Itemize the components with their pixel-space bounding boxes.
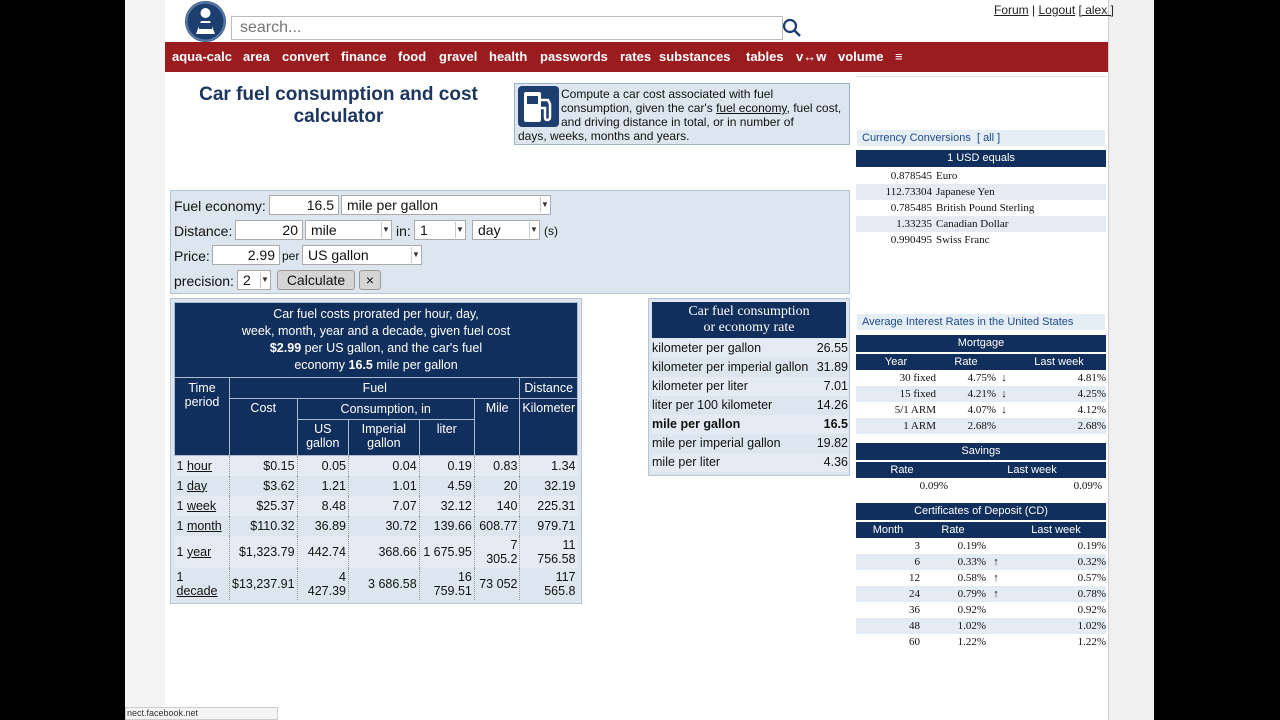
currency-row[interactable]	[856, 216, 1106, 232]
rate-value: 31.89	[816, 360, 848, 374]
cell-last: 4.25%	[1077, 388, 1106, 400]
column-header: Last week	[1031, 524, 1081, 536]
cell-arrow: ↓	[1001, 404, 1007, 416]
currency-row[interactable]	[856, 232, 1106, 248]
cell-liter: 0.19	[419, 456, 474, 476]
period-link[interactable]: month	[186, 518, 222, 533]
site-logo[interactable]	[185, 1, 226, 42]
cost-row	[175, 456, 578, 476]
cd-table	[856, 503, 1106, 650]
cell-km: 979.71	[520, 516, 578, 536]
table-header-row	[856, 462, 1106, 478]
currency-name: Euro	[936, 170, 958, 182]
period-link[interactable]: hour	[186, 458, 212, 473]
rate-value: 26.55	[816, 341, 848, 355]
rate-label: kilometer per gallon	[652, 341, 762, 355]
period-cell	[175, 568, 230, 600]
table-row	[856, 634, 1106, 650]
rate-label: mile per imperial gallon	[652, 436, 781, 450]
cell-mile: 73 052	[474, 568, 520, 600]
nav-rates[interactable]: rates	[620, 49, 652, 64]
rates-title: Car fuel consumption or economy rate	[652, 302, 846, 338]
cell-last: 0.92%	[1077, 604, 1106, 616]
currency-title	[857, 130, 1105, 146]
cell-cost: $3.62	[230, 476, 298, 496]
us-gallon-header: US gallon	[297, 420, 348, 456]
currency-all-link[interactable]: [ all ]	[976, 132, 1001, 144]
table-row	[856, 478, 1106, 494]
search-icon[interactable]	[782, 18, 802, 38]
in-label: in:	[396, 223, 411, 239]
top-links	[994, 3, 1114, 17]
imperial-gallon-header: Imperial gallon	[349, 420, 420, 456]
cell-cost: $13,237.91	[230, 568, 298, 600]
table-row	[856, 554, 1106, 570]
cell-rate: 1.22%	[957, 636, 986, 648]
fuel-economy-input[interactable]: 16.5	[269, 195, 339, 215]
cell-mile: 7 305.2	[474, 536, 520, 568]
cell-arrow: ↑	[993, 572, 999, 584]
distance-unit-select[interactable]: mile ▼	[305, 220, 392, 240]
cell-usg: 442.74	[297, 536, 348, 568]
cell-month: 60	[909, 636, 920, 648]
time-period-header: Time period	[175, 378, 230, 456]
main-nav	[165, 42, 1108, 72]
currency-link[interactable]: Currency Conversions	[862, 132, 971, 144]
cell-last: 0.19%	[1077, 540, 1106, 552]
rate-row	[652, 453, 848, 472]
table-row	[856, 586, 1106, 602]
cell-month: 36	[909, 604, 920, 616]
cell-cost: $0.15	[230, 456, 298, 476]
interest-title[interactable]: Average Interest Rates in the United States	[857, 314, 1105, 330]
currency-value: 1.33235	[896, 218, 932, 230]
page-title: Car fuel consumption and cost calculator	[199, 84, 478, 127]
rate-row	[652, 377, 848, 396]
fuel-economy-label: Fuel economy:	[174, 198, 266, 214]
mile-header: Mile	[474, 399, 520, 456]
period-cell	[175, 516, 230, 536]
cell-impg: 368.66	[349, 536, 420, 568]
fuel-pump-icon	[518, 86, 559, 127]
cell-last: 2.68%	[1077, 420, 1106, 432]
price-label: Price:	[174, 248, 210, 264]
nav-volume[interactable]: volume	[838, 49, 884, 64]
cell-km: 11 756.58	[520, 536, 578, 568]
cell-rate: 2.68%	[967, 420, 996, 432]
nav-finance[interactable]: finance	[341, 49, 387, 64]
cell-month: 3	[914, 540, 920, 552]
period-count: 1	[176, 544, 184, 559]
liter-header: liter	[419, 420, 474, 456]
nav-menu-icon[interactable]: ≡	[895, 49, 903, 64]
distance-label: Distance:	[174, 223, 233, 239]
chevron-down-icon: ▼	[455, 222, 464, 238]
distance-header: Distance	[520, 378, 578, 399]
cell-impg: 0.04	[349, 456, 420, 476]
currency-table	[856, 150, 1106, 248]
nav-substances[interactable]: substances	[659, 49, 731, 64]
nav-aqua-calc[interactable]: aqua-calc	[172, 49, 232, 64]
cell-month: 48	[909, 620, 920, 632]
nav-convert[interactable]: convert	[282, 49, 329, 64]
mortgage-head: Mortgage	[856, 335, 1106, 352]
period-link[interactable]: year	[186, 544, 212, 559]
column-header: Year	[884, 356, 908, 368]
precision-select[interactable]: 2 ▼	[237, 270, 271, 290]
period-link[interactable]: day	[186, 478, 208, 493]
savings-head: Savings	[856, 443, 1106, 460]
fuel-economy-unit-select[interactable]: mile per gallon ▼	[341, 195, 551, 215]
table-row	[856, 538, 1106, 554]
cost-row	[175, 516, 578, 536]
currency-name: Swiss Franc	[936, 234, 990, 246]
left-margin	[125, 0, 165, 720]
cell-usg: 1.21	[297, 476, 348, 496]
cell-month: 24	[909, 588, 920, 600]
rate-row	[652, 339, 848, 358]
distance-input[interactable]: 20	[235, 220, 303, 240]
consumption-rates-panel	[648, 298, 850, 476]
logo-icon	[185, 1, 226, 42]
chevron-down-icon: ▼	[381, 222, 390, 238]
chevron-down-icon: ▼	[540, 197, 549, 213]
cell-year: 1 ARM	[903, 420, 936, 432]
kilometer-header: Kilometer	[520, 399, 578, 456]
cell-arrow: ↓	[1001, 372, 1007, 384]
rate-value: 14.26	[816, 398, 848, 412]
period-suffix: (s)	[544, 224, 558, 238]
cell-mile: 20	[474, 476, 520, 496]
period-cell	[175, 476, 230, 496]
price-input[interactable]: 2.99	[212, 245, 280, 265]
rate-value: 7.01	[823, 379, 848, 393]
period-count: 1	[176, 478, 184, 493]
consumption-header: Consumption, in	[297, 399, 474, 420]
currency-value: 0.990495	[890, 234, 932, 246]
cell-liter: 16 759.51	[419, 568, 474, 600]
user-link[interactable]: [ alex ]	[1078, 3, 1114, 17]
column-header: Rate	[954, 356, 978, 368]
period-cell	[175, 496, 230, 516]
rate-label: kilometer per liter	[652, 379, 748, 393]
forum-link[interactable]: Forum	[994, 3, 1029, 17]
cell-month: 12	[909, 572, 920, 584]
cost-header: Cost	[230, 399, 298, 456]
currency-row[interactable]	[856, 184, 1106, 200]
costs-caption: Car fuel costs prorated per hour, day, week, month, year and a decade, given fuel cost $2.99 per US gallon, and the car's fuel economy 16.5 mile per gallon	[175, 303, 578, 378]
nav-passwords[interactable]: passwords	[540, 49, 608, 64]
cell-usg: 4 427.39	[297, 568, 348, 600]
rate-label: mile per liter	[652, 455, 721, 469]
period-count: 1	[176, 498, 184, 513]
link-separator: |	[1032, 3, 1036, 17]
nav-volume-weight[interactable]: v↔w	[796, 49, 827, 64]
logout-link[interactable]: Logout	[1038, 3, 1076, 17]
table-row	[856, 570, 1106, 586]
cell-usg: 36.89	[297, 516, 348, 536]
rate-row	[652, 434, 848, 453]
table-row	[856, 386, 1106, 402]
cell-year: 15 fixed	[899, 388, 936, 400]
cell-last: 0.09%	[1073, 480, 1102, 492]
column-header: Month	[872, 524, 904, 536]
cell-arrow: ↑	[993, 556, 999, 568]
fuel-header: Fuel	[230, 378, 520, 399]
cell-last: 4.81%	[1077, 372, 1106, 384]
cell-impg: 7.07	[349, 496, 420, 516]
cell-rate: 0.19%	[957, 540, 986, 552]
cell-rate: 4.07%	[967, 404, 996, 416]
cell-liter: 4.59	[419, 476, 474, 496]
search-input[interactable]	[231, 16, 783, 40]
cell-km: 225.31	[520, 496, 578, 516]
per-label: per	[282, 249, 300, 263]
period-count: 1	[176, 569, 184, 584]
precision-label: precision:	[174, 273, 234, 289]
table-row	[856, 402, 1106, 418]
cell-rate: 0.79%	[957, 588, 986, 600]
currency-value: 112.73304	[885, 186, 932, 198]
cost-row	[175, 568, 578, 600]
currency-name: Japanese Yen	[936, 186, 995, 198]
info-box	[514, 83, 850, 145]
cell-mile: 608.77	[474, 516, 520, 536]
cell-arrow: ↓	[1001, 388, 1007, 400]
period-unit-select[interactable]: day ▼	[472, 220, 540, 240]
rates-table	[652, 339, 848, 472]
rate-label: liter per 100 kilometer	[652, 398, 773, 412]
rate-label: mile per gallon	[652, 417, 741, 431]
currency-row[interactable]	[856, 168, 1106, 184]
table-header-row	[856, 354, 1106, 370]
cell-rate: 1.02%	[957, 620, 986, 632]
cell-impg: 3 686.58	[349, 568, 420, 600]
cell-cost: $25.37	[230, 496, 298, 516]
price-unit-select[interactable]: US gallon ▼	[302, 245, 422, 265]
rate-row	[652, 396, 848, 415]
rate-row	[652, 358, 848, 377]
rate-label: kilometer per imperial gallon	[652, 360, 809, 374]
cell-liter: 1 675.95	[419, 536, 474, 568]
mortgage-table	[856, 335, 1106, 434]
calculator-form	[170, 190, 850, 294]
currency-name: Canadian Dollar	[936, 218, 1009, 230]
table-row	[856, 602, 1106, 618]
clear-button[interactable]: ×	[359, 270, 381, 290]
chevron-down-icon: ▼	[260, 272, 269, 288]
cell-rate: 4.75%	[967, 372, 996, 384]
cell-liter: 139.66	[419, 516, 474, 536]
cell-rate: 0.09%	[919, 480, 948, 492]
column-header: Last week	[1034, 356, 1084, 368]
cell-cost: $110.32	[230, 516, 298, 536]
cell-last: 0.32%	[1077, 556, 1106, 568]
period-count: 1	[176, 458, 184, 473]
cell-month: 6	[914, 556, 920, 568]
currency-head: 1 USD equals	[856, 150, 1106, 167]
cost-row	[175, 496, 578, 516]
period-count-select[interactable]: 1 ▼	[414, 220, 466, 240]
currency-value: 0.785485	[890, 202, 932, 214]
cell-mile: 0.83	[474, 456, 520, 476]
chevron-down-icon: ▼	[529, 222, 538, 238]
savings-table	[856, 443, 1106, 494]
cell-last: 0.78%	[1077, 588, 1106, 600]
fuel-economy-link[interactable]: fuel economy	[716, 101, 787, 115]
table-row	[856, 418, 1106, 434]
table-row	[856, 370, 1106, 386]
table-header-row	[856, 522, 1106, 538]
fuel-costs-panel	[170, 298, 582, 604]
nav-area[interactable]: area	[243, 49, 270, 64]
info-text: Compute a car cost associated with fuel consumption, given the car's fuel economy, fuel cost, and driving distance in total, or in number of	[561, 87, 842, 129]
cell-usg: 8.48	[297, 496, 348, 516]
nav-food[interactable]: food	[398, 49, 427, 64]
column-header: Rate	[890, 464, 914, 476]
cell-impg: 1.01	[349, 476, 420, 496]
cell-liter: 32.12	[419, 496, 474, 516]
cell-km: 117 565.8	[520, 568, 578, 600]
chevron-down-icon: ▼	[411, 247, 420, 263]
period-link[interactable]: decade	[176, 583, 218, 598]
cell-last: 0.57%	[1077, 572, 1106, 584]
nav-gravel[interactable]: gravel	[439, 49, 478, 64]
currency-name: British Pound Sterling	[936, 202, 1035, 214]
calculate-button[interactable]: Calculate	[277, 270, 355, 290]
cell-km: 1.34	[520, 456, 578, 476]
cell-last: 1.02%	[1077, 620, 1106, 632]
rate-row	[652, 415, 848, 434]
scrollbar[interactable]	[1108, 0, 1154, 720]
cell-rate: 0.58%	[957, 572, 986, 584]
rate-value: 16.5	[823, 417, 848, 431]
nav-tables[interactable]: tables	[746, 49, 784, 64]
cell-usg: 0.05	[297, 456, 348, 476]
cd-head: Certificates of Deposit (CD)	[856, 503, 1106, 520]
fuel-costs-table	[174, 302, 578, 600]
cell-year: 5/1 ARM	[894, 404, 936, 416]
cell-rate: 0.33%	[957, 556, 986, 568]
currency-value: 0.878545	[890, 170, 932, 182]
rate-value: 19.82	[816, 436, 848, 450]
cell-arrow: ↑	[993, 588, 999, 600]
period-link[interactable]: week	[186, 498, 217, 513]
cost-row	[175, 536, 578, 568]
ad-slot	[856, 76, 1106, 126]
nav-health[interactable]: health	[489, 49, 528, 64]
cell-last: 1.22%	[1077, 636, 1106, 648]
rate-value: 4.36	[823, 455, 848, 469]
cell-last: 4.12%	[1077, 404, 1106, 416]
currency-row[interactable]	[856, 200, 1106, 216]
cell-year: 30 fixed	[899, 372, 936, 384]
period-cell	[175, 456, 230, 476]
cell-mile: 140	[474, 496, 520, 516]
cost-row	[175, 476, 578, 496]
cell-impg: 30.72	[349, 516, 420, 536]
cell-rate: 0.92%	[957, 604, 986, 616]
info-text-line2: days, weeks, months and years.	[518, 129, 690, 143]
cell-km: 32.19	[520, 476, 578, 496]
table-row	[856, 618, 1106, 634]
column-header: Rate	[941, 524, 965, 536]
cell-cost: $1,323.79	[230, 536, 298, 568]
cell-rate: 4.21%	[967, 388, 996, 400]
period-count: 1	[176, 518, 184, 533]
period-cell	[175, 536, 230, 568]
status-bar: nect.facebook.net	[125, 707, 278, 720]
column-header: Last week	[1007, 464, 1057, 476]
